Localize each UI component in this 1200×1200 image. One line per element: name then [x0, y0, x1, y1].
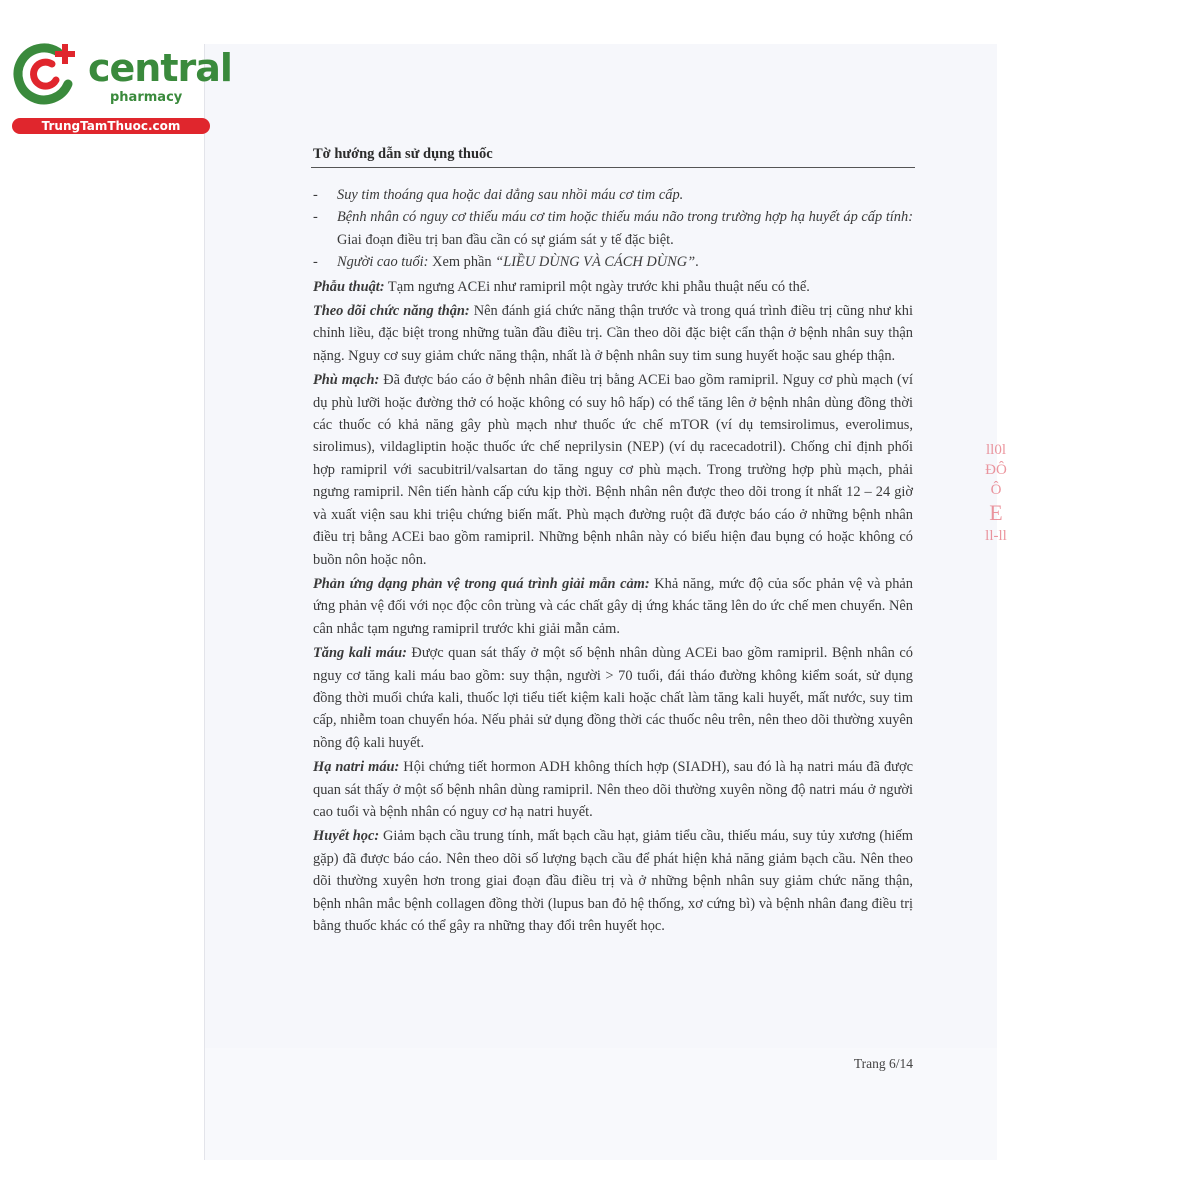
pharmacy-cross-logo-icon — [10, 38, 80, 108]
header-divider — [311, 167, 915, 168]
page-number: Trang 6/14 — [853, 1056, 913, 1071]
stamp-mark: Ô — [990, 482, 1002, 498]
central-pharmacy-logo — [10, 38, 232, 136]
section-angioedema: Phù mạch: Đã được báo cáo ở bệnh nhân điều trị bằng ACEi bao gồm ramipril. Nguy cơ phù mạch (ví dụ phù lưỡi hoặc đường thở có hoặc không có suy hô hấp) có thể tăng lên ở bệnh nhân dùng đồng thời các thuốc có khả năng gây phù mạch như thuốc ức chế mTOR (ví dụ temsirolimus, everolimus, sirolimus), vildagliptin hoặc thuốc ức chế neprilysin (NEP) (ví dụ racecadotril). Chống chỉ định phối hợp ramipril với sacubitril/valsartan do tăng nguy cơ phù mạch. Trong trường hợp phù mạch, phải ngưng ramipril. Nên tiến hành cấp cứu kịp thời. Bệnh nhân nên được theo dõi trong ít nhất 12 – 24 giờ và xuất viện sau khi triệu chứng biến mất. Phù mạch đường ruột đã được báo cáo ở những bệnh nhân điều trị bằng ACEi bao gồm ramipril. Những bệnh nhân này có biểu hiện đau bụng có hoặc không có buồn nôn hoặc nôn. — [313, 372, 914, 568]
section-renal-monitoring: Theo dõi chức năng thận: Nên đánh giá chức năng thận trước và trong quá trình điều trị cũng như khi chỉnh liều, đặc biệt trong những tuần đầu điều trị. Cần theo dõi đặc biệt cẩn thận ở bệnh nhân suy thận nặng. Nguy cơ suy giảm chức năng thận, nhất là ở bệnh nhân suy tim sung huyết hoặc sau ghép thận. — [313, 303, 913, 364]
stamp-mark: ll-ll — [985, 528, 1007, 544]
stamp-mark: ll0l — [985, 442, 1006, 458]
section-surgery: Phẫu thuật: Tạm ngưng ACEi như ramipril một ngày trước khi phẫu thuật nếu có thể. — [313, 278, 810, 295]
stamp-mark: ĐÔ — [985, 462, 1007, 478]
bullet-item: - Suy tim thoáng qua hoặc dai dẳng sau nhồi máu cơ tim cấp. — [313, 187, 684, 203]
bullet-item: - Người cao tuổi: Xem phần “LIỀU DÙNG VÀ CÁCH DÙNG”. — [313, 254, 699, 271]
red-stamp-marks — [976, 440, 1016, 640]
section-hyperkalemia: Tăng kali máu: Được quan sát thấy ở một số bệnh nhân dùng ACEi bao gồm ramipril. Bệnh nhân có nguy cơ tăng kali máu bao gồm: suy thận, người > 70 tuổi, đái tháo đường không kiểm soát, sử dụng đồng thời muối chứa kali, thuốc lợi tiểu tiết kiệm kali hoặc chất làm tăng kali huyết, mất nước, suy tim cấp, nhiễm toan chuyển hóa. Nếu phải sử dụng đồng thời các thuốc nêu trên, nên theo dõi thường xuyên nồng độ kali huyết. — [313, 645, 913, 751]
stamp-mark: E — [989, 500, 1003, 525]
section-anaphylactoid: Phản ứng dạng phản vệ trong quá trình giải mẫn cảm: Khả năng, mức độ của sốc phản vệ và phản ứng phản vệ đối với nọc độc côn trùng và các chất gây dị ứng khác tăng lên do ức chế men chuyển. Nên cân nhắc tạm ngưng ramipril trước khi giải mẫn cảm. — [313, 575, 914, 637]
section-hyponatremia: Hạ natri máu: Hội chứng tiết hormon ADH không thích hợp (SIADH), sau đó là hạ natri máu đã được quan sát thấy ở một số bệnh nhân dùng ramipril. Nên theo dõi thường xuyên nồng độ natri máu ở người cao tuổi và bệnh nhân có nguy cơ hạ natri huyết. — [313, 759, 913, 820]
logo-website: TrungTamThuoc.com — [12, 118, 210, 134]
section-hematology: Huyết học: Giảm bạch cầu trung tính, mất bạch cầu hạt, giảm tiểu cầu, thiếu máu, suy tủy xương (hiếm gặp) đã được báo cáo. Nên theo dõi số lượng bạch cầu để phát hiện khả năng giảm bạch cầu. Nên theo dõi thường xuyên hơn trong giai đoạn đầu điều trị và ở những bệnh nhân suy giảm chức năng thận, bệnh nhân mắc bệnh collagen đồng thời (lupus ban đỏ hệ thống, xơ cứng bì) và bệnh nhân đang điều trị bằng thuốc khác có thể gây ra những thay đổi trên huyết học. — [313, 828, 913, 934]
bullet-item: - Bệnh nhân có nguy cơ thiếu máu cơ tim hoặc thiếu máu não trong trường hợp hạ huyết áp cấp tính: Giai đoạn điều trị ban đầu cần có sự giám sát y tế đặc biệt. — [313, 209, 913, 248]
logo-wordmark: central — [88, 46, 232, 90]
document-body — [313, 184, 913, 937]
document-header: Tờ hướng dẫn sử dụng thuốc — [313, 146, 493, 162]
logo-subtitle: pharmacy — [110, 90, 183, 105]
